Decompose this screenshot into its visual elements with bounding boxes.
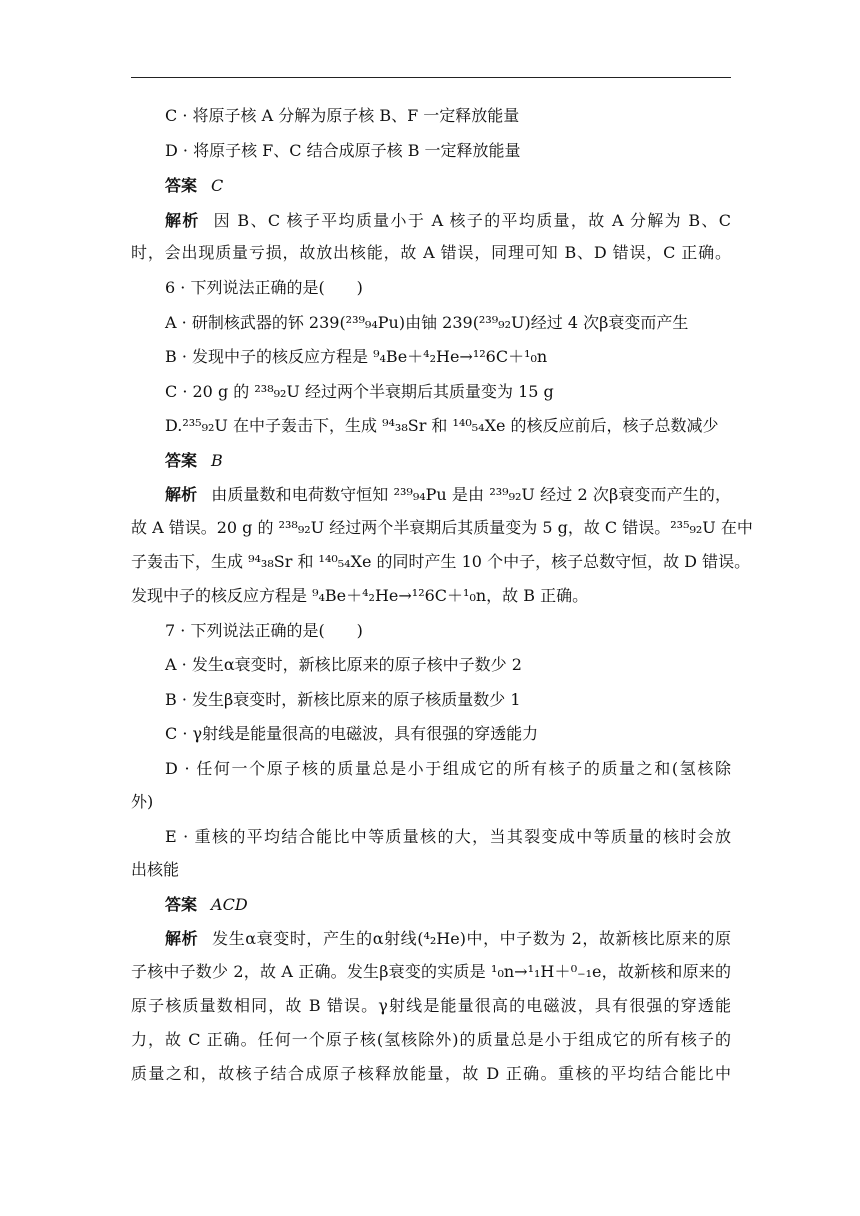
- q6-option-d: D.²³⁵₉₂U 在中子轰击下，生成 ⁹⁴₃₈Sr 和 ¹⁴⁰₅₄Xe 的核反应前后，核子总数减少: [165, 416, 719, 435]
- analysis-label: 解析: [165, 211, 200, 230]
- analysis-text: 因 B、C 核子平均质量小于 A 核子的平均质量，故 A 分解为 B、C: [213, 211, 731, 230]
- q6-analysis-line-3: 子轰击下，生成 ⁹⁴₃₈Sr 和 ¹⁴⁰₅₄Xe 的同时产生 10 个中子，核子总数守恒，故 D 错误。: [131, 552, 751, 571]
- answer-value: C: [211, 176, 224, 195]
- q6-answer: [165, 451, 223, 471]
- q6-option-b: B · 发现中子的核反应方程是 ⁹₄Be＋⁴₂He→¹²6C＋¹₀n: [165, 347, 548, 366]
- header-rule: [131, 77, 731, 78]
- analysis-label: 解析: [165, 485, 198, 504]
- analysis-label: 解析: [165, 929, 199, 948]
- q5-option-c: C · 将原子核 A 分解为原子核 B、F 一定释放能量: [165, 106, 520, 125]
- q7-option-b: B · 发生β衰变时，新核比原来的原子核质量数少 1: [165, 690, 521, 709]
- q6-option-c: C · 20 g 的 ²³⁸₉₂U 经过两个半衰期后其质量变为 15 g: [165, 382, 554, 401]
- q7-analysis-line-3: 原子核质量数相同，故 B 错误。γ射线是能量很高的电磁波，具有很强的穿透能: [131, 996, 731, 1015]
- q7-analysis-line-2: 子核中子数少 2，故 A 正确。发生β衰变的实质是 ¹₀n→¹₁H＋⁰₋₁e，故新核和原来的: [131, 962, 731, 981]
- q7-option-c: C · γ射线是能量很高的电磁波，具有很强的穿透能力: [165, 724, 539, 743]
- q5-analysis-line-2: 时，会出现质量亏损，故放出核能，故 A 错误，同理可知 B、D 错误，C 正确。: [131, 243, 731, 262]
- answer-value: ACD: [211, 895, 248, 914]
- q7-option-d-line-1: D · 任何一个原子核的质量总是小于组成它的所有核子的质量之和(氢核除: [165, 759, 731, 778]
- q7-answer: [165, 895, 248, 915]
- answer-label: 答案: [165, 895, 198, 914]
- q7-option-a: A · 发生α衰变时，新核比原来的原子核中子数少 2: [165, 655, 522, 674]
- q7-analysis-line-5: 质量之和，故核子结合成原子核释放能量，故 D 正确。重核的平均结合能比中: [131, 1064, 731, 1083]
- q7-option-e-line-1: E · 重核的平均结合能比中等质量核的大，当其裂变成中等质量的核时会放: [165, 827, 731, 846]
- q6-analysis-line-2: 故 A 错误。20 g 的 ²³⁸₉₂U 经过两个半衰期后其质量变为 5 g，故 C 错误。²³⁵₉₂U 在中: [131, 518, 753, 537]
- answer-value: B: [211, 451, 223, 470]
- q5-analysis-line-1: [165, 211, 731, 231]
- analysis-text: 由质量数和电荷数守恒知 ²³⁹₉₄Pu 是由 ²³⁹₉₂U 经过 2 次β衰变而产生的，: [211, 485, 731, 504]
- analysis-text: 发生α衰变时，产生的α射线(⁴₂He)中，中子数为 2，故新核比原来的原: [212, 929, 731, 948]
- q6-analysis-line-4: 发现中子的核反应方程是 ⁹₄Be＋⁴₂He→¹²6C＋¹₀n，故 B 正确。: [131, 586, 589, 605]
- q6-option-a: A · 研制核武器的钚 239(²³⁹₉₄Pu)由铀 239(²³⁹₉₂U)经过 4 次β衰变而产生: [165, 313, 689, 332]
- q6-analysis-line-1: [165, 485, 731, 505]
- q5-option-d: D · 将原子核 F、C 结合成原子核 B 一定释放能量: [165, 141, 521, 160]
- q7-option-d-line-2: 外): [131, 792, 154, 811]
- q5-answer: [165, 176, 223, 196]
- q7-analysis-line-4: 力，故 C 正确。任何一个原子核(氢核除外)的质量总是小于组成它的所有核子的: [131, 1030, 731, 1049]
- q6-stem: 6 · 下列说法正确的是( ): [165, 278, 363, 297]
- answer-label: 答案: [165, 451, 198, 470]
- q7-analysis-line-1: [165, 929, 731, 949]
- q7-option-e-line-2: 出核能: [131, 860, 180, 879]
- q7-stem: 7 · 下列说法正确的是( ): [165, 621, 363, 640]
- answer-label: 答案: [165, 176, 198, 195]
